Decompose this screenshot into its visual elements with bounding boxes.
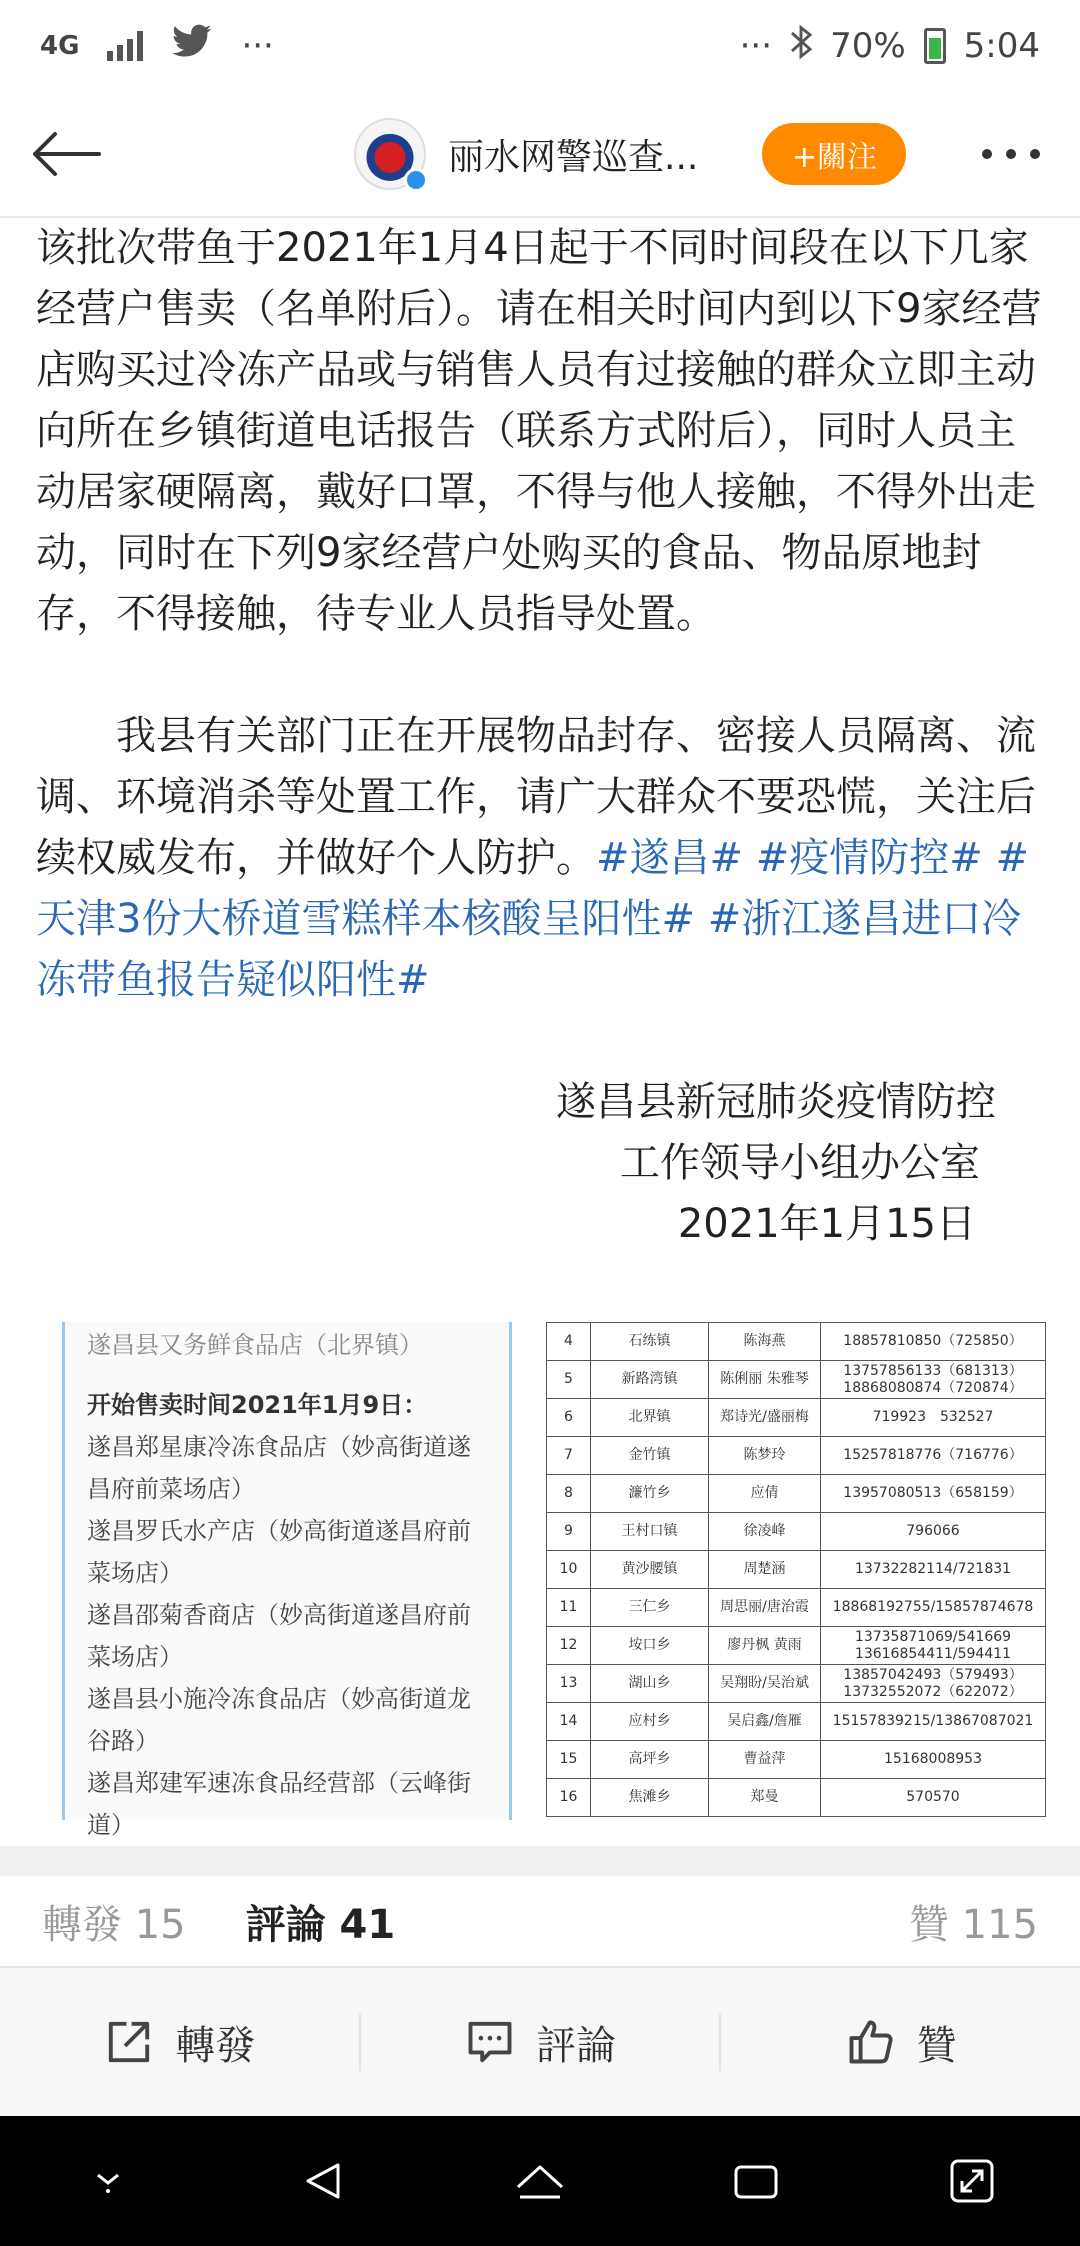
store-list-line: 遂昌罗氏水产店（妙高街道遂昌府前 <box>87 1517 471 1545</box>
table-cell: 13957080513（658159） <box>821 1475 1046 1513</box>
table-cell: 应村乡 <box>591 1703 709 1741</box>
store-list-image[interactable] <box>62 1322 512 1839</box>
store-list-line: 遂昌郑星康冷冻食品店（妙高街道遂 <box>87 1433 471 1461</box>
post-signature <box>36 1072 1046 1255</box>
like-button[interactable] <box>719 2014 1080 2071</box>
signature-date: 2021年1月15日 <box>677 1201 976 1247</box>
signature-org-line1: 遂昌县新冠肺炎疫情防控 <box>556 1079 996 1125</box>
table-cell: 金竹镇 <box>591 1437 709 1475</box>
back-button[interactable] <box>30 118 102 190</box>
store-list-line: 谷路） <box>87 1727 159 1755</box>
store-list-line: 昌府前菜场店） <box>87 1475 255 1503</box>
section-divider <box>0 1846 1080 1876</box>
account-name[interactable]: 丽水网警巡查... <box>448 136 699 178</box>
post-paragraph-2-text: 我县有关部门正在开展物品封存、密接人员隔离、流调、环境消杀等处置工作，请广大群众不要恐慌，关注后续权威发布，并做好个人防护。 <box>36 713 1036 881</box>
table-cell: 应倩 <box>709 1475 821 1513</box>
table-cell: 高坪乡 <box>591 1741 709 1779</box>
table-cell: 6 <box>547 1399 591 1437</box>
hashtag-tianjin-icecream[interactable]: #天津3份大桥道雪糕样本核酸呈阳性# <box>36 835 1030 942</box>
table-cell: 周思丽/唐治霞 <box>709 1589 821 1627</box>
table-row <box>547 1741 1046 1779</box>
table-cell: 15157839215/13867087021 <box>821 1703 1046 1741</box>
store-list-line: 菜场店） <box>87 1559 183 1587</box>
repost-icon <box>103 2016 155 2068</box>
table-cell: 719923 532527 <box>821 1399 1046 1437</box>
table-cell: 周楚涵 <box>709 1551 821 1589</box>
table-row <box>547 1361 1046 1399</box>
comment-label: 評論 <box>536 2022 616 2069</box>
table-cell: 徐凌峰 <box>709 1513 821 1551</box>
table-cell: 5 <box>547 1361 591 1399</box>
table-row <box>547 1703 1046 1741</box>
table-cell: 垵口乡 <box>591 1627 709 1665</box>
table-cell: 曹益萍 <box>709 1741 821 1779</box>
table-cell: 7 <box>547 1437 591 1475</box>
table-cell: 10 <box>547 1551 591 1589</box>
table-cell: 4 <box>547 1323 591 1361</box>
table-cell: 9 <box>547 1513 591 1551</box>
table-cell: 郑曼 <box>709 1779 821 1817</box>
recents-nav-icon[interactable] <box>726 2151 786 2211</box>
repost-count[interactable]: 轉發 15 <box>42 1901 186 1948</box>
twitter-icon <box>171 24 213 69</box>
repost-label: 轉發 <box>175 2022 256 2069</box>
table-cell: 黄沙腰镇 <box>591 1551 709 1589</box>
post-content <box>36 218 1046 1255</box>
table-cell: 15257818776（716776） <box>821 1437 1046 1475</box>
table-cell: 新路湾镇 <box>591 1361 709 1399</box>
table-cell: 18868192755/15857874678 <box>821 1589 1046 1627</box>
signature-org-line2: 工作领导小组办公室 <box>620 1140 980 1186</box>
bluetooth-icon <box>790 24 812 69</box>
back-nav-icon[interactable] <box>294 2151 354 2211</box>
hide-nav-icon[interactable] <box>78 2151 138 2211</box>
store-list-lines <box>87 1426 487 1846</box>
follow-button[interactable]: +關注 <box>762 123 906 185</box>
store-list-line: 菜场店） <box>87 1643 183 1671</box>
table-row <box>547 1589 1046 1627</box>
table-cell: 796066 <box>821 1513 1046 1551</box>
hashtag-epidemic-control[interactable]: #疫情防控# <box>755 835 983 881</box>
table-cell: 16 <box>547 1779 591 1817</box>
table-row <box>547 1779 1046 1817</box>
table-cell: 郑诗光/盛丽梅 <box>709 1399 821 1437</box>
table-cell: 13 <box>547 1665 591 1703</box>
clock: 5:04 <box>963 26 1040 66</box>
thumbs-up-icon <box>845 2016 897 2068</box>
table-cell: 18857810850（725850） <box>821 1323 1046 1361</box>
fullscreen-nav-icon[interactable] <box>942 2151 1002 2211</box>
more-options-button[interactable] <box>982 149 1050 159</box>
battery-percent: 70% <box>830 26 906 66</box>
table-cell: 陈俐丽 朱雅琴 <box>709 1361 821 1399</box>
store-list-line: 道） <box>87 1811 135 1839</box>
store-list-line: 遂昌邵菊香商店（妙高街道遂昌府前 <box>87 1601 471 1629</box>
table-cell: 15 <box>547 1741 591 1779</box>
table-cell: 11 <box>547 1589 591 1627</box>
table-cell: 吴启鑫/詹雁 <box>709 1703 821 1741</box>
store-list-header: 开始售卖时间2021年1月9日： <box>87 1391 428 1419</box>
table-cell: 濂竹乡 <box>591 1475 709 1513</box>
image-cutoff-line: 遂昌县又务鲜食品店（北界镇） <box>87 1331 423 1359</box>
like-label: 贊 <box>916 2022 957 2069</box>
table-cell: 12 <box>547 1627 591 1665</box>
comment-button[interactable] <box>359 2014 720 2071</box>
table-row <box>547 1399 1046 1437</box>
table-cell: 13757856133（681313） 18868080874（720874） <box>821 1361 1046 1399</box>
post-paragraph-2 <box>36 706 1046 1011</box>
comment-count-tab[interactable]: 評論 41 <box>245 1901 396 1948</box>
more-status-indicator: ··· <box>739 26 773 66</box>
back-arrow-icon <box>31 131 101 177</box>
table-cell: 13735871069/541669 13616854411/594411 <box>821 1627 1046 1665</box>
table-row <box>547 1665 1046 1703</box>
avatar[interactable] <box>354 118 426 190</box>
battery-icon <box>924 28 946 64</box>
status-bar <box>0 0 1080 92</box>
signal-icon <box>107 31 143 61</box>
post-paragraph-1: 该批次带鱼于2021年1月4日起于不同时间段在以下几家经营户售卖（名单附后）。请在相关时间内到以下9家经营店购买过冷冻产品或与销售人员有过接触的群众立即主动向所在乡镇街道电话报告（联系方式附后），同时人员主动居家硬隔离，戴好口罩，不得与他人接触，不得外出走动，同时在下列9家经营户处购买的食品、物品原地封存，不得接触，待专业人员指导处置。 <box>36 225 1042 637</box>
table-row <box>547 1475 1046 1513</box>
table-cell: 廖丹枫 黄雨 <box>709 1627 821 1665</box>
network-indicator: 4G <box>40 31 80 61</box>
table-cell: 14 <box>547 1703 591 1741</box>
table-row <box>547 1513 1046 1551</box>
table-row <box>547 1627 1046 1665</box>
home-nav-icon[interactable] <box>510 2151 570 2211</box>
table-cell: 石练镇 <box>591 1323 709 1361</box>
table-cell: 15168008953 <box>821 1741 1046 1779</box>
table-cell: 陈梦玲 <box>709 1437 821 1475</box>
hashtag-zhejiang-hairtail[interactable]: #浙江遂昌进口冷冻带鱼报告疑似阳性# <box>36 896 1022 1003</box>
table-cell: 陈海燕 <box>709 1323 821 1361</box>
store-list-line: 遂昌郑建军速冻食品经营部（云峰街 <box>87 1769 471 1797</box>
comment-icon <box>464 2016 516 2068</box>
table-cell: 13857042493（579493） 13732552072（622072） <box>821 1665 1046 1703</box>
table-cell: 焦滩乡 <box>591 1779 709 1817</box>
contact-table-image[interactable] <box>546 1322 1046 1820</box>
app-header <box>0 92 1080 218</box>
more-notifications-indicator: ··· <box>241 26 274 66</box>
table-cell: 8 <box>547 1475 591 1513</box>
table-cell: 王村口镇 <box>591 1513 709 1551</box>
table-row <box>547 1551 1046 1589</box>
hashtag-suichang[interactable]: #遂昌# <box>596 835 744 881</box>
table-cell: 北界镇 <box>591 1399 709 1437</box>
table-cell: 570570 <box>821 1779 1046 1817</box>
stats-row <box>0 1876 1080 1966</box>
action-bar <box>0 1968 1080 2116</box>
table-cell: 13732282114/721831 <box>821 1551 1046 1589</box>
table-cell: 湖山乡 <box>591 1665 709 1703</box>
store-list-line: 遂昌县小施冷冻食品店（妙高街道龙 <box>87 1685 471 1713</box>
repost-button[interactable] <box>0 2014 359 2071</box>
system-nav-bar <box>0 2116 1080 2246</box>
table-row <box>547 1437 1046 1475</box>
table-cell: 三仁乡 <box>591 1589 709 1627</box>
table-cell: 吴翔盼/吴治斌 <box>709 1665 821 1703</box>
verified-badge-icon <box>404 168 428 192</box>
table-row <box>547 1323 1046 1361</box>
contact-table <box>546 1322 1046 1817</box>
like-count[interactable]: 贊 115 <box>908 1901 1038 1948</box>
